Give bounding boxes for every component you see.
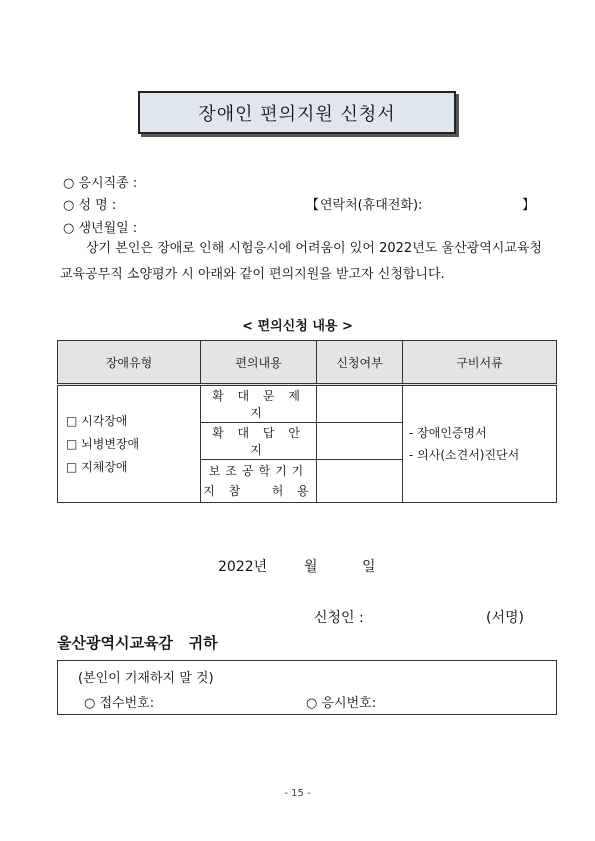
signature-label: (서명) xyxy=(486,610,524,626)
contact-close-bracket: 】 xyxy=(522,198,536,213)
doc-medical-diagnosis: - 의사(소견서)진단서 xyxy=(409,448,520,462)
checkbox-visual[interactable]: □ 시각장애 xyxy=(66,413,128,428)
checkbox-brain-lesion[interactable]: □ 뇌병변장애 xyxy=(66,436,140,451)
recipient: 울산광역시교육감 귀하 xyxy=(57,634,218,652)
field-name: ○ 성 명 : xyxy=(63,198,117,213)
section-heading: < 편의신청 내용 > xyxy=(242,319,353,334)
doc-disability-certificate: - 장애인증명서 xyxy=(409,426,487,440)
disability-type-cell xyxy=(58,385,201,503)
exam-number[interactable]: ○ 응시번호: xyxy=(306,696,377,711)
header-accommodation: 편의내용 xyxy=(201,341,317,385)
item-assistive-device xyxy=(201,460,317,503)
header-disability-type: 장애유형 xyxy=(58,341,201,385)
documents-cell xyxy=(403,385,557,503)
page-number: - 15 - xyxy=(284,788,311,799)
table-row xyxy=(58,385,557,423)
date-year: 2022년 xyxy=(218,559,268,575)
receipt-number[interactable]: ○ 접수번호: xyxy=(84,696,155,711)
header-request: 신청여부 xyxy=(317,341,403,385)
item-large-answer: 확 대 답 안 지 xyxy=(201,423,317,460)
item-large-question: 확 대 문 제 지 xyxy=(201,385,317,423)
request-table xyxy=(57,340,557,503)
request-cell-3[interactable] xyxy=(317,460,403,503)
request-cell-2[interactable] xyxy=(317,423,403,460)
document-title: 장애인 편의지원 신청서 xyxy=(138,91,456,134)
statement-paragraph: 상기 본인은 장애로 인해 시험응시에 어려움이 있어 2022년도 울산광역시교육청 교육공무직 소양평가 시 아래와 같이 편의지원을 받고자 신청합니다. xyxy=(60,241,542,282)
date-month: 월 xyxy=(304,559,318,575)
field-contact: 연락처(휴대전화): xyxy=(320,198,423,213)
table-header-row xyxy=(58,341,557,385)
field-birth: ○ 생년월일 : xyxy=(63,221,138,236)
header-documents: 구비서류 xyxy=(403,341,557,385)
item-assistive-line2: 지 참 허 용 xyxy=(203,484,314,498)
field-exam-job: ○ 응시직종 : xyxy=(63,176,138,191)
request-cell-1[interactable] xyxy=(317,385,403,423)
applicant-label: 신청인 : xyxy=(314,610,364,626)
item-assistive-line1: 보조공학기기 xyxy=(208,464,309,478)
contact-open-bracket: 【 xyxy=(306,198,320,213)
office-use-note: (본인이 기재하지 말 것) xyxy=(78,671,214,686)
checkbox-physical[interactable]: □ 지체장애 xyxy=(66,459,128,474)
office-use-box xyxy=(57,660,557,715)
date-day: 일 xyxy=(362,559,376,575)
